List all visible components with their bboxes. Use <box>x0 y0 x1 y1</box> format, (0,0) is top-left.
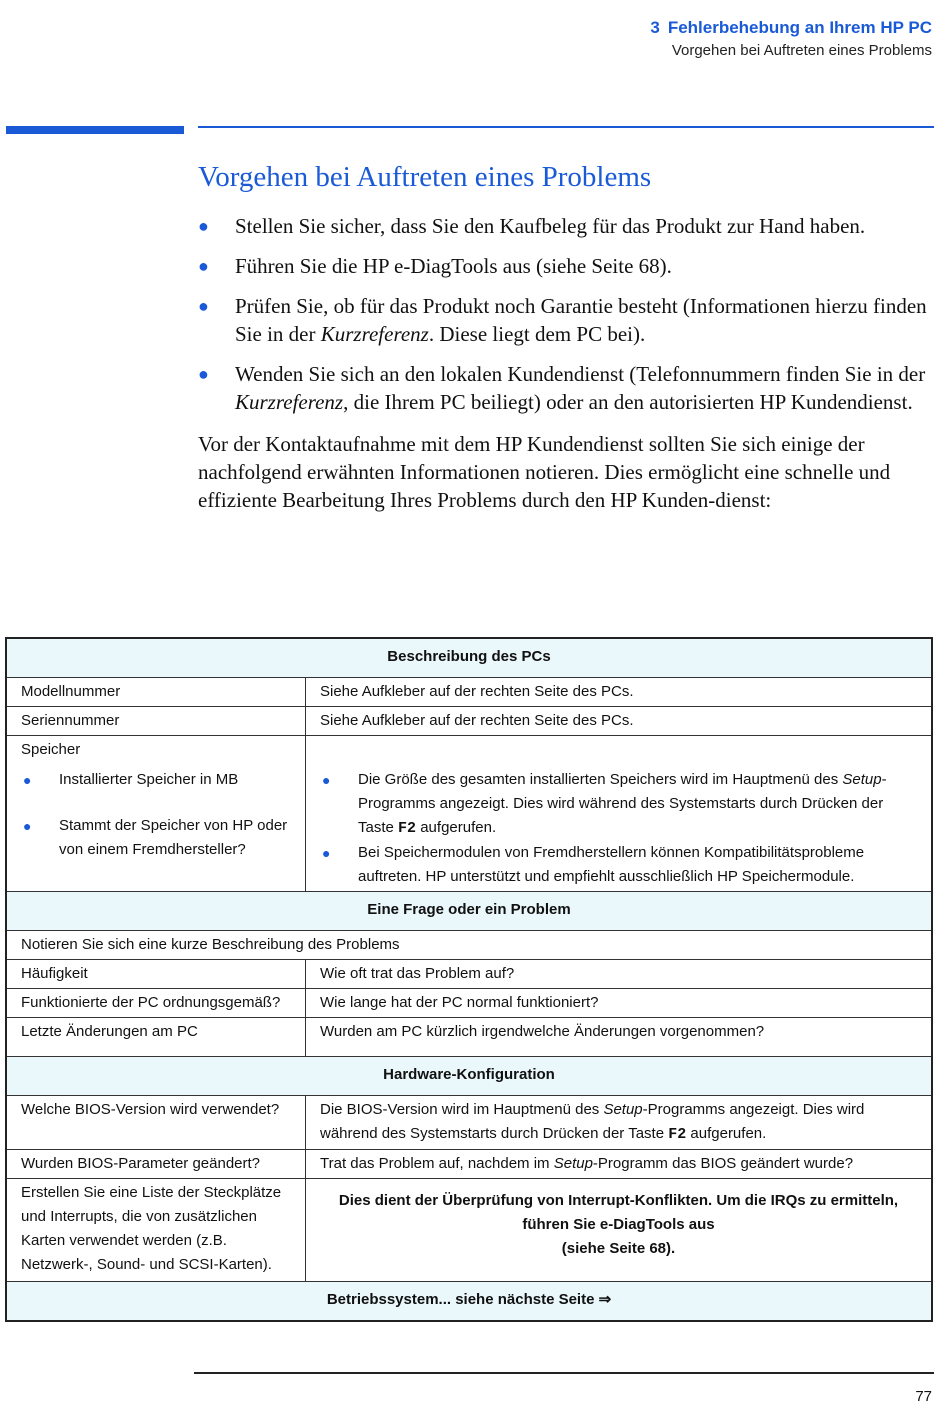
bullet-icon: ● <box>198 364 209 384</box>
list-item: ● Bei Speichermodulen von Fremdherstellern können Kompatibilitätsprobleme auftreten. HP unterstützt und empfiehlt ausschließlich HP Speichermodule. <box>320 841 917 889</box>
running-header <box>650 16 932 62</box>
chapter-title: Fehlerbehebung an Ihrem HP PC <box>667 18 932 37</box>
bullet-icon: ● <box>322 772 331 788</box>
table-row: Wurden BIOS-Parameter geändert? Trat das Problem auf, nachdem im Setup-Programm das BIOS geändert wurde? <box>6 1150 932 1179</box>
header-accent-bar <box>6 126 184 134</box>
chapter-heading <box>650 16 932 40</box>
table-row <box>6 736 932 892</box>
table-row: Welche BIOS-Version wird verwendet? Die BIOS-Version wird im Hauptmenü des Setup-Programms angezeigt. Dies wird während des Systemstarts durch Drücken der Taste F2 aufgerufen. <box>6 1096 932 1150</box>
table-row: Notieren Sie sich eine kurze Beschreibung des Problems <box>6 931 932 960</box>
chapter-number: 3 <box>650 18 660 37</box>
bullet-list <box>198 212 933 416</box>
table-section-header: Hardware-Konfiguration <box>6 1057 932 1096</box>
table-row: Modellnummer Siehe Aufkleber auf der rechten Seite des PCs. <box>6 678 932 707</box>
bullet-icon: ● <box>198 216 209 236</box>
list-item: ● Installierter Speicher in MB <box>21 768 291 792</box>
list-item: ● Stellen Sie sicher, dass Sie den Kaufbeleg für das Produkt zur Hand haben. <box>198 214 866 238</box>
speicher-label: Speicher <box>21 741 81 758</box>
page-number: 77 <box>915 1388 932 1405</box>
table-row: Letzte Änderungen am PC Wurden am PC kürzlich irgendwelche Änderungen vorgenommen? <box>6 1018 932 1057</box>
intro-paragraph: Vor der Kontaktaufnahme mit dem HP Kundendienst sollten Sie sich einige der nachfolgend erwähnten Informationen notieren. Dies ermöglicht eine schnelle und effiziente Bearbeitung Ihres Problems durch den HP Kunden-dienst: <box>198 432 891 512</box>
list-item: ● Wenden Sie sich an den lokalen Kundendienst (Telefonnummern finden Sie in der Kurzreferenz, die Ihrem PC beiliegt) oder an den autorisierten HP Kundendienst. <box>198 362 926 414</box>
page-title: Vorgehen bei Auftreten eines Problems <box>198 161 652 193</box>
bullet-icon: ● <box>198 296 209 316</box>
main-content <box>198 212 933 514</box>
list-item: ● Prüfen Sie, ob für das Produkt noch Garantie besteht (Informationen hierzu finden Sie in der Kurzreferenz. Diese liegt dem PC bei). <box>198 294 927 346</box>
table-row: Erstellen Sie eine Liste der Steckplätze und Interrupts, die von zusätzlichen Karten verwendet werden (z.B. Netzwerk-, Sound- und SCSI-Karten). Dies dient der Überprüfung von Interrupt-Konflikten. Um die IRQs zu ermitteln, führen Sie e-DiagTools aus (siehe Seite 68). <box>6 1179 932 1282</box>
table-row: Funktionierte der PC ordnungsgemäß? Wie lange hat der PC normal funktioniert? <box>6 989 932 1018</box>
bullet-icon: ● <box>23 772 32 788</box>
key-label: F2 <box>398 820 417 837</box>
table-row: Häufigkeit Wie oft trat das Problem auf? <box>6 960 932 989</box>
bullet-icon: ● <box>23 818 32 834</box>
footer-rule <box>194 1372 934 1374</box>
list-item: ● Die Größe des gesamten installierten Speichers wird im Hauptmenü des Setup-Programms angezeigt. Dies wird während des Systemstarts durch Drücken der Taste F2 aufgerufen. <box>320 768 917 841</box>
list-item: ● Stammt der Speicher von HP oder von einem Fremdhersteller? <box>21 814 291 862</box>
header-rule <box>198 126 934 128</box>
speicher-notes <box>320 768 917 889</box>
list-item: ● Führen Sie die HP e-DiagTools aus (siehe Seite 68). <box>198 254 672 278</box>
section-subheading: Vorgehen bei Auftreten eines Problems <box>671 42 932 59</box>
table-section-header: Eine Frage oder ein Problem <box>6 892 932 931</box>
table-row: Seriennummer Siehe Aufkleber auf der rechten Seite des PCs. <box>6 707 932 736</box>
table-footer-row: Betriebssystem... siehe nächste Seite ⇒ <box>6 1282 932 1322</box>
table-section-header: Beschreibung des PCs <box>6 638 932 678</box>
checklist-table <box>5 637 933 1322</box>
bullet-icon: ● <box>322 845 331 861</box>
bullet-icon: ● <box>198 256 209 276</box>
key-label: F2 <box>668 1126 687 1143</box>
speicher-list <box>21 768 291 862</box>
